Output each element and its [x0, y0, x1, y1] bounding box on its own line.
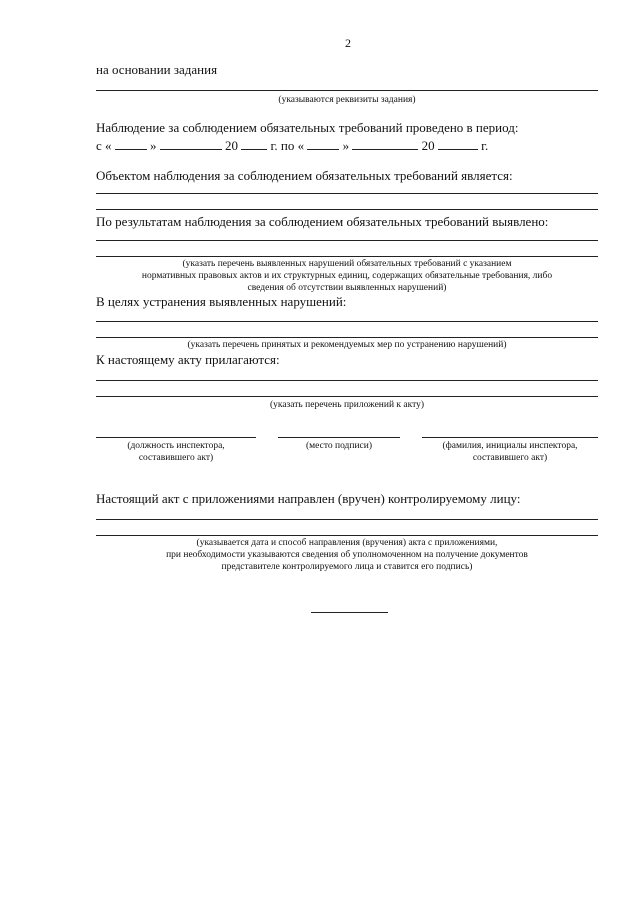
- delivery-caption-line-1: (указывается дата и способ направления (вручения) акта с приложениями,: [196, 538, 498, 548]
- inspector-name-caption: [420, 440, 600, 464]
- basis-label: на основании задания: [96, 62, 218, 77]
- inspector-position-line[interactable]: [96, 437, 256, 438]
- results-line-2[interactable]: [96, 256, 598, 257]
- start-year-prefix: 20: [225, 138, 239, 153]
- delivery-caption-line-2: при необходимости указываются сведения об уполномоченном на получение документов: [166, 550, 528, 560]
- end-month-field[interactable]: [352, 137, 418, 150]
- end-suffix: г.: [481, 138, 489, 153]
- violations-caption-line-1: (указать перечень выявленных нарушений обязательных требований с указанием: [182, 259, 512, 269]
- delivery-line-2[interactable]: [96, 535, 598, 536]
- page-number: 2: [345, 36, 351, 50]
- object-heading: Объектом наблюдения за соблюдением обязательных требований является:: [96, 168, 513, 183]
- inspector-name-caption-line-2: составившего акт): [472, 453, 548, 463]
- end-year-prefix: 20: [421, 138, 435, 153]
- inspector-name-line[interactable]: [422, 437, 598, 438]
- end-day-field[interactable]: [307, 137, 339, 150]
- delivery-caption: [96, 537, 598, 573]
- from-prefix: с «: [96, 138, 112, 153]
- attachments-caption: (указать перечень приложений к акту): [269, 400, 425, 410]
- start-year-field[interactable]: [241, 137, 267, 150]
- task-requisites-line[interactable]: [96, 90, 598, 91]
- delivery-line-1[interactable]: [96, 519, 598, 520]
- inspector-name-caption-line-1: (фамилия, инициалы инспектора,: [442, 441, 578, 451]
- delivery-heading: Настоящий акт с приложениями направлен (вручен) контролируемому лицу:: [96, 491, 521, 506]
- violations-caption: [96, 258, 598, 294]
- attachments-line-1[interactable]: [96, 380, 598, 381]
- object-line-1[interactable]: [96, 193, 598, 194]
- signature-place-line[interactable]: [278, 437, 400, 438]
- start-month-field[interactable]: [160, 137, 222, 150]
- inspector-position-caption-line-2: составившего акт): [138, 453, 214, 463]
- object-line-2[interactable]: [96, 209, 598, 210]
- end-year-field[interactable]: [438, 137, 478, 150]
- start-day-field[interactable]: [115, 137, 147, 150]
- remedy-line-1[interactable]: [96, 321, 598, 322]
- signature-place-caption: (место подписи): [305, 441, 373, 451]
- inspector-position-caption: [96, 440, 256, 464]
- start-close-quote: »: [150, 138, 157, 153]
- period-row: [96, 137, 488, 153]
- inspector-position-caption-line-1: (должность инспектора,: [127, 441, 225, 451]
- end-close-quote: »: [342, 138, 350, 153]
- measures-caption: (указать перечень принятых и рекомендуемых мер по устранению нарушений): [187, 340, 507, 350]
- delivery-caption-line-3: представителе контролируемого лица и ставится его подпись): [221, 562, 473, 572]
- attachments-heading: К настоящему акту прилагаются:: [96, 352, 280, 367]
- results-heading: По результатам наблюдения за соблюдением обязательных требований выявлено:: [96, 214, 549, 229]
- violations-caption-line-3: сведения об отсутствии выявленных нарушений): [247, 283, 447, 293]
- remedy-line-2[interactable]: [96, 337, 598, 338]
- violations-caption-line-2: нормативных правовых актов и их структурных единиц, содержащих обязательные требования, либо: [141, 271, 553, 281]
- period-heading: Наблюдение за соблюдением обязательных требований проведено в период:: [96, 120, 519, 135]
- results-line-1[interactable]: [96, 240, 598, 241]
- to-label: г. по «: [270, 138, 305, 153]
- attachments-line-2[interactable]: [96, 396, 598, 397]
- remedy-heading: В целях устранения выявленных нарушений:: [96, 294, 347, 309]
- end-divider: [311, 612, 388, 613]
- task-requisites-caption: (указываются реквизиты задания): [278, 95, 416, 105]
